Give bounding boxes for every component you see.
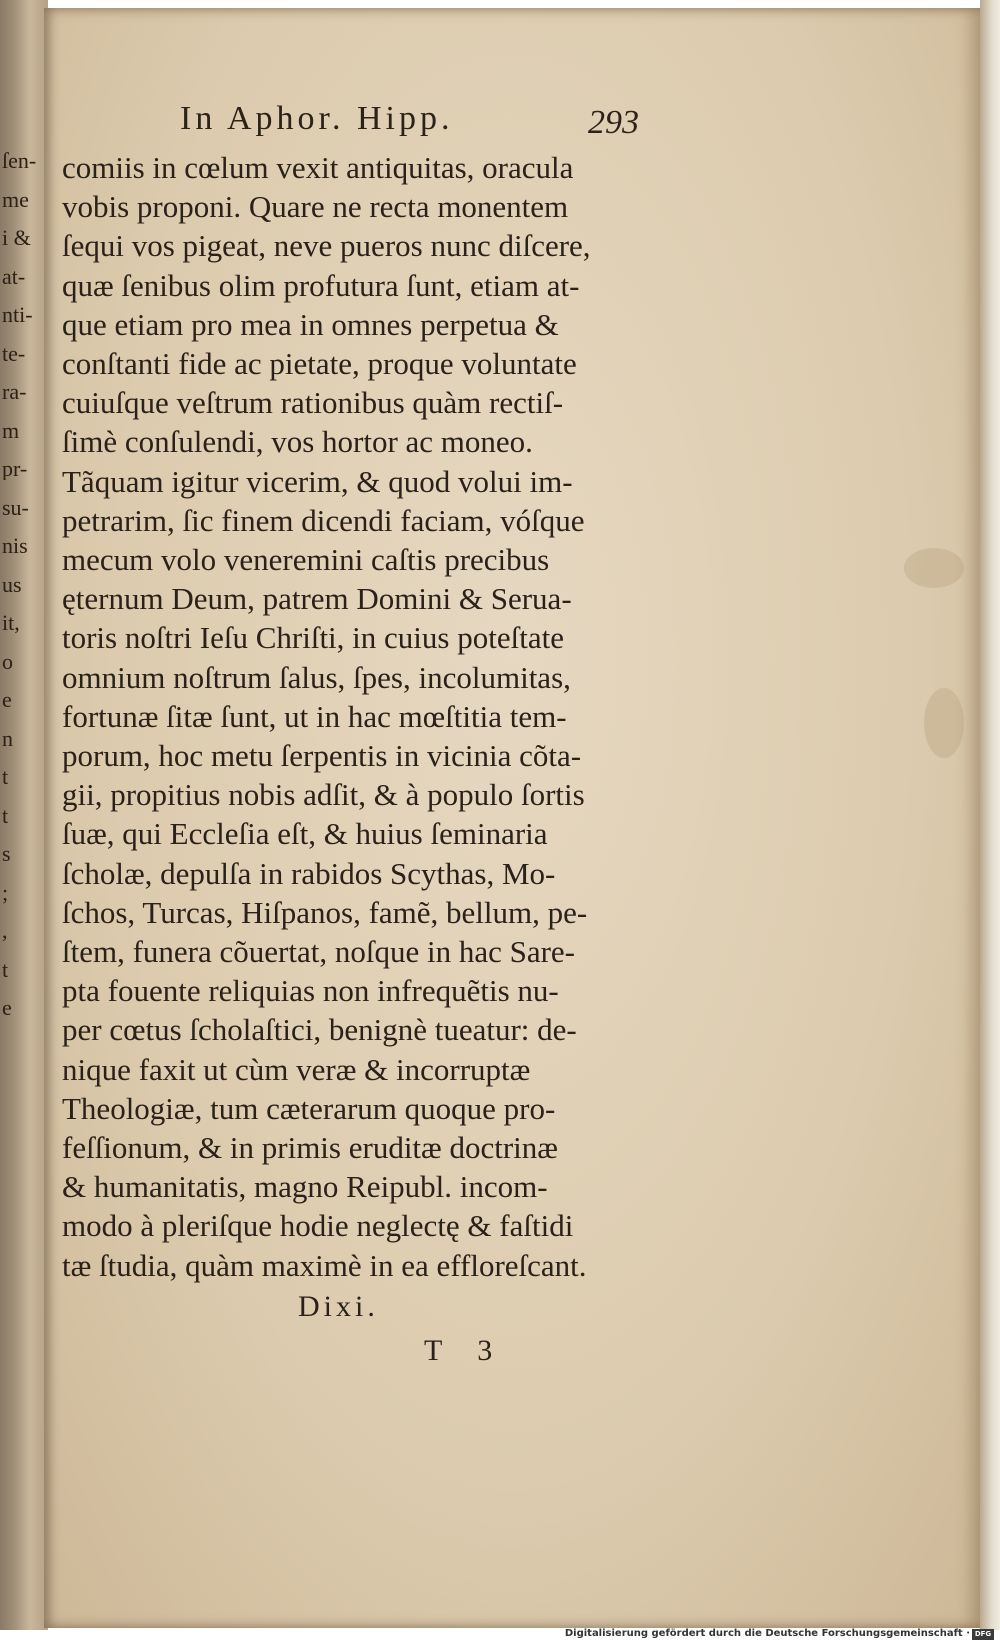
facing-page-fragment: ra- [2,381,27,403]
facing-page-fragment: us [2,573,22,596]
text-line: gii, propitius nobis adſit, & à populo ſortis [62,777,585,813]
running-head-title: In Aphor. Hipp. [180,100,454,137]
facing-page-fragment: me [2,188,29,211]
text-line: toris noſtri Ieſu Chriſti, in cuius poteſtate [62,620,564,656]
digitization-footer [0,1630,1000,1641]
text-line: pta fouente reliquias non infrequẽtis nu- [62,973,559,1009]
facing-page-fragment: t [2,804,9,827]
facing-page-fragment: , [2,920,8,942]
text-line: omnium noſtrum ſalus, ſpes, incolumitas, [62,659,571,695]
facing-page-fragment: ; [2,881,9,904]
text-line: nique faxit ut cùm veræ & incorruptæ [62,1051,531,1087]
footer-credit: Digitalisierung gefördert durch die Deutsche Forschungsgemeinschaft · [564,1628,970,1639]
facing-page-fragment: t [2,766,9,788]
facing-page-fragment: ſen- [2,150,37,172]
text-line: vobis proponi. Quare ne recta monentem [62,189,569,225]
text-line: & humanitatis, magno Reipubl. incom- [62,1169,548,1205]
text-line: per cœtus ſcholaſtici, benignè tueatur: de- [62,1012,577,1048]
facing-page-fragment: e [2,689,12,711]
facing-page-fragment: it, [2,612,20,634]
facing-page-fragment: e [2,997,12,1019]
paper-stain [904,548,964,588]
text-line: petrarim, ſic finem dicendi faciam, vóſque [62,502,585,538]
text-line: ſuæ, qui Eccleſia eſt, & huius ſeminaria [62,816,548,852]
text-line: ſcholæ, depulſa in rabidos Scythas, Mo- [62,855,556,891]
text-line: ęternum Deum, patrem Domini & Serua- [62,581,572,617]
page-edge-right [980,0,1000,1630]
text-line: comiis in cœlum vexit antiquitas, oracula [62,150,574,185]
text-line: porum, hoc metu ſerpentis in vicinia cõta- [62,738,582,774]
text-line: modo à pleriſque hodie neglectę & faſtidi [62,1208,574,1244]
facing-page-fragment: o [2,650,13,673]
facing-page-fragment: te- [2,342,26,365]
text-line: que etiam pro mea in omnes perpetua & [62,306,559,342]
text-line: conſtanti fide ac pietate, proque voluntate [62,346,577,382]
paper-stain [924,688,964,758]
dfg-logo-icon: DFG [972,1629,994,1640]
text-line: ſchos, Turcas, Hiſpanos, famẽ, bellum, pe- [62,894,588,930]
text-line: Theologiæ, tum cæterarum quoque pro- [62,1090,556,1126]
facing-page-fragment: s [2,843,11,865]
facing-page-fragment: n [2,727,13,750]
signature-mark: T 3 [424,1334,507,1367]
facing-page-fragment: m [2,419,20,442]
facing-page-fragment: pr- [2,458,28,480]
closing-word: Dixi. [298,1290,379,1323]
text-line: Tãquam igitur vicerim, & quod volui im- [62,463,573,499]
facing-page-fragment: su- [2,496,29,519]
running-head [180,100,680,150]
facing-page-fragment: at- [2,265,26,288]
text-line: quæ ſenibus olim profutura ſunt, etiam at- [62,267,580,303]
page-number: 293 [588,104,639,141]
text-line: ſtem, funera cõuertat, noſque in hac Sare- [62,934,575,970]
facing-page-fragment: t [2,958,9,981]
facing-page-fragment: nis [2,535,28,557]
text-line: feſſionum, & in primis eruditæ doctrinæ [62,1130,558,1166]
text-line: cuiuſque veſtrum rationibus quàm rectiſ- [62,385,564,421]
text-line: fortunæ ſitæ ſunt, ut in hac mœſtitia tem- [62,698,567,734]
text-line: tæ ſtudia, quàm maximè in ea effloreſcant. [62,1247,587,1283]
text-line: ſimè conſulendi, vos hortor ac moneo. [62,424,533,460]
facing-page-fragment: i & [2,227,31,249]
facing-page-edge [0,0,48,1630]
text-line: ſequi vos pigeat, neve pueros nunc diſcere, [62,228,591,264]
body-text [62,148,662,1285]
text-line: mecum volo veneremini caſtis precibus [62,542,550,578]
facing-page-fragment: nti- [2,304,33,326]
